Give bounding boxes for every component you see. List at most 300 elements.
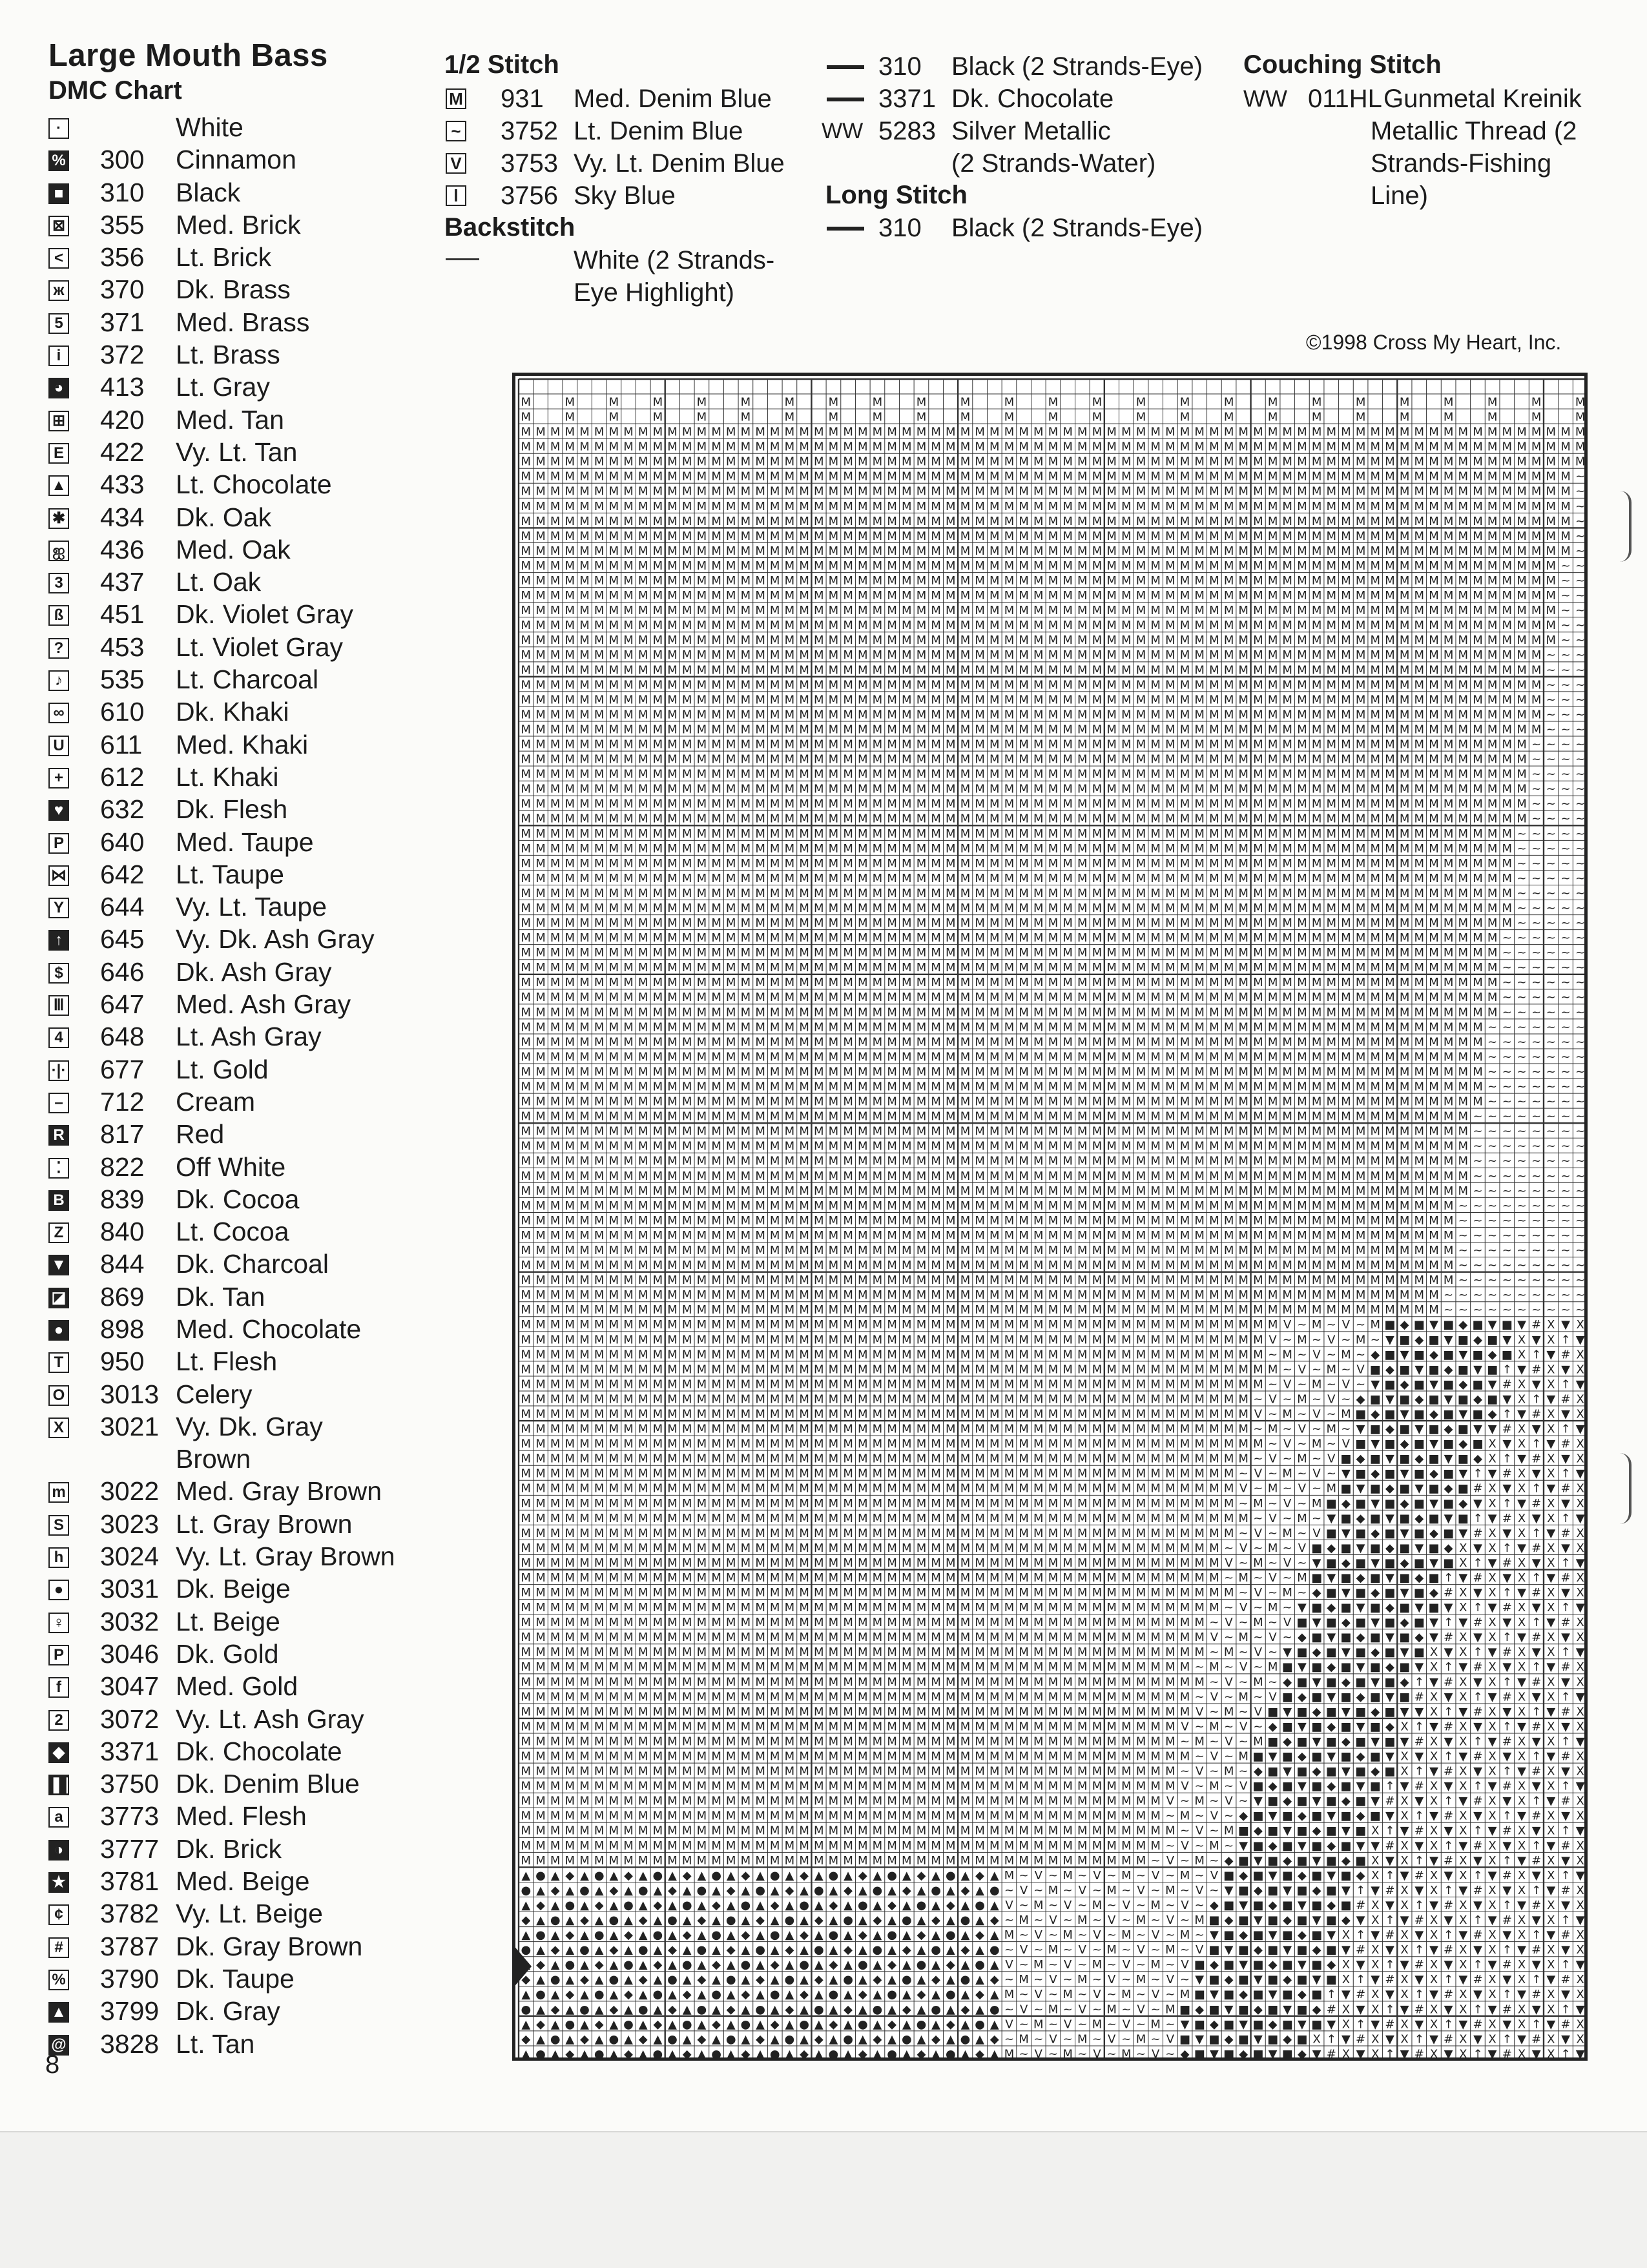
svg-text:M: M (1473, 738, 1483, 752)
svg-text:M: M (975, 1080, 985, 1094)
svg-text:M: M (565, 470, 575, 484)
color-name: Med. Denim Blue (574, 83, 772, 115)
svg-text:M: M (917, 1066, 927, 1079)
svg-text:M: M (1297, 440, 1307, 454)
svg-text:M: M (535, 1005, 546, 1019)
color-name: Red (176, 1118, 224, 1150)
svg-text:~: ~ (1487, 1184, 1497, 1198)
svg-text:M: M (1341, 559, 1351, 573)
svg-text:M: M (917, 1155, 927, 1168)
svg-text:M: M (1253, 902, 1263, 915)
svg-text:M: M (917, 976, 927, 989)
svg-text:M: M (814, 1080, 824, 1094)
svg-text:M: M (887, 916, 897, 930)
svg-text:M: M (799, 485, 809, 499)
svg-text:M: M (1414, 1199, 1425, 1213)
svg-text:M: M (1385, 798, 1395, 811)
svg-text:~: ~ (1546, 1035, 1556, 1049)
dmc-number: 372 (100, 338, 144, 371)
svg-text:M: M (1150, 961, 1161, 974)
svg-text:M: M (1224, 1229, 1234, 1242)
svg-text:M: M (1106, 723, 1117, 737)
svg-text:M: M (1487, 544, 1498, 558)
svg-text:M: M (1297, 708, 1307, 721)
svg-text:~: ~ (1560, 1229, 1570, 1242)
svg-text:◆: ◆ (1458, 1318, 1467, 1332)
svg-text:M: M (535, 902, 546, 915)
svg-text:M: M (931, 1095, 941, 1109)
svg-text:◆: ◆ (1400, 1318, 1409, 1332)
legend-row (47, 923, 434, 955)
svg-text:M: M (1312, 1303, 1322, 1317)
svg-text:M: M (1356, 1259, 1366, 1272)
svg-text:M: M (843, 827, 853, 841)
svg-text:M: M (697, 1229, 707, 1242)
svg-text:M: M (667, 1140, 678, 1153)
svg-text:M: M (873, 663, 883, 677)
svg-text:M: M (682, 708, 692, 721)
svg-text:M: M (711, 1259, 721, 1272)
svg-text:M: M (960, 574, 971, 588)
svg-text:~: ~ (1546, 902, 1556, 915)
svg-text:M: M (1282, 530, 1292, 543)
svg-text:M: M (1180, 842, 1190, 856)
svg-text:M: M (887, 1184, 897, 1198)
svg-text:M: M (755, 1259, 765, 1272)
svg-text:M: M (667, 1318, 678, 1332)
svg-text:M: M (638, 1125, 648, 1139)
svg-text:M: M (873, 931, 883, 945)
svg-text:M: M (1106, 663, 1117, 677)
svg-text:M: M (711, 634, 721, 647)
svg-text:M: M (1106, 961, 1117, 974)
svg-text:~: ~ (1531, 887, 1541, 900)
svg-text:M: M (814, 946, 824, 960)
svg-text:M: M (653, 976, 663, 989)
svg-text:M: M (858, 1303, 868, 1317)
svg-text:M: M (1004, 678, 1015, 692)
svg-text:M: M (565, 411, 575, 424)
svg-text:M: M (1327, 1170, 1337, 1183)
svg-text:~: ~ (1575, 768, 1585, 781)
svg-text:~: ~ (1487, 1110, 1497, 1124)
svg-text:~: ~ (1546, 916, 1556, 930)
svg-text:M: M (1048, 842, 1059, 856)
svg-text:M: M (697, 1199, 707, 1213)
svg-text:M: M (989, 961, 1000, 974)
svg-text:~: ~ (1546, 857, 1556, 871)
svg-text:~: ~ (1560, 663, 1570, 677)
svg-text:M: M (843, 544, 853, 558)
svg-text:M: M (902, 931, 912, 945)
svg-text:M: M (521, 663, 532, 677)
svg-text:M: M (741, 708, 751, 721)
svg-text:M: M (1106, 619, 1117, 632)
color-name: Silver Metallic (951, 115, 1111, 147)
svg-text:M: M (1121, 976, 1132, 989)
svg-text:M: M (1400, 1273, 1410, 1287)
svg-text:M: M (1033, 842, 1044, 856)
svg-text:~: ~ (1502, 1005, 1512, 1019)
svg-text:M: M (653, 411, 663, 424)
svg-text:M: M (1136, 589, 1146, 603)
svg-text:M: M (1180, 857, 1190, 871)
svg-text:M: M (814, 842, 824, 856)
svg-text:M: M (1092, 440, 1103, 454)
svg-text:M: M (1400, 946, 1410, 960)
svg-text:M: M (960, 693, 971, 706)
svg-text:M: M (1327, 500, 1337, 513)
svg-text:M: M (873, 1066, 883, 1079)
svg-text:M: M (594, 604, 605, 617)
svg-text:M: M (1444, 1005, 1454, 1019)
dmc-number: 451 (100, 598, 144, 630)
svg-text:~: ~ (1575, 1155, 1585, 1168)
svg-text:M: M (1165, 1155, 1176, 1168)
svg-text:M: M (1106, 485, 1117, 499)
svg-text:M: M (1400, 991, 1410, 1004)
svg-text:M: M (975, 1170, 985, 1183)
svg-text:M: M (1194, 678, 1205, 692)
svg-text:~: ~ (1575, 931, 1585, 945)
svg-text:M: M (770, 1273, 780, 1287)
svg-text:M: M (682, 648, 692, 662)
svg-text:M: M (770, 1155, 780, 1168)
svg-text:M: M (785, 1140, 795, 1153)
svg-text:M: M (975, 946, 985, 960)
svg-text:M: M (1297, 559, 1307, 573)
svg-text:M: M (887, 1244, 897, 1257)
svg-text:M: M (873, 842, 883, 856)
svg-text:M: M (843, 887, 853, 900)
legend-row (47, 209, 434, 241)
svg-text:M: M (1400, 1110, 1410, 1124)
svg-text:M: M (1165, 887, 1176, 900)
svg-text:M: M (799, 426, 809, 439)
svg-text:M: M (1312, 961, 1322, 974)
svg-text:M: M (946, 1273, 956, 1287)
svg-text:M: M (1282, 1214, 1292, 1228)
svg-text:M: M (1106, 931, 1117, 945)
svg-text:M: M (1385, 887, 1395, 900)
svg-text:M: M (1019, 663, 1029, 677)
svg-text:M: M (1150, 1244, 1161, 1257)
svg-text:M: M (770, 738, 780, 752)
svg-text:M: M (1165, 1288, 1176, 1302)
svg-text:M: M (946, 1199, 956, 1213)
svg-text:M: M (1033, 1155, 1044, 1168)
svg-text:M: M (609, 440, 619, 454)
svg-text:M: M (858, 426, 868, 439)
svg-text:~: ~ (1546, 1244, 1556, 1257)
svg-text:M: M (535, 470, 546, 484)
svg-text:M: M (1121, 991, 1132, 1004)
svg-text:M: M (1238, 1035, 1248, 1049)
svg-text:~: ~ (1531, 976, 1541, 989)
svg-text:~: ~ (1502, 931, 1512, 945)
svg-text:M: M (1327, 946, 1337, 960)
svg-text:M: M (521, 753, 532, 767)
svg-text:M: M (887, 663, 897, 677)
svg-text:M: M (1077, 470, 1088, 484)
svg-text:M: M (843, 589, 853, 603)
svg-text:M: M (623, 1244, 634, 1257)
svg-text:M: M (1371, 1066, 1381, 1079)
svg-text:M: M (785, 530, 795, 543)
svg-text:M: M (594, 1125, 605, 1139)
svg-text:M: M (858, 708, 868, 721)
svg-text:M: M (1517, 619, 1527, 632)
svg-text:M: M (1106, 1244, 1117, 1257)
svg-text:M: M (741, 1080, 751, 1094)
svg-text:~: ~ (1575, 1170, 1585, 1183)
svg-text:M: M (682, 1288, 692, 1302)
svg-text:M: M (1092, 1020, 1103, 1034)
stitch-symbol-icon: ♥ (48, 800, 69, 821)
svg-text:M: M (741, 872, 751, 885)
svg-text:M: M (902, 1095, 912, 1109)
svg-text:M: M (1136, 1080, 1146, 1094)
svg-text:M: M (594, 589, 605, 603)
svg-text:M: M (1444, 559, 1454, 573)
legend-row (47, 1865, 434, 1897)
svg-text:M: M (609, 485, 619, 499)
svg-text:~: ~ (1487, 1080, 1497, 1094)
svg-text:M: M (1429, 916, 1439, 930)
svg-text:M: M (1136, 768, 1146, 781)
svg-text:M: M (814, 1288, 824, 1302)
dmc-number: 310 (100, 176, 144, 209)
svg-text:M: M (1048, 1214, 1059, 1228)
svg-text:M: M (902, 783, 912, 796)
svg-text:M: M (667, 753, 678, 767)
svg-text:M: M (1502, 619, 1513, 632)
svg-text:M: M (1268, 455, 1278, 469)
svg-text:M: M (1341, 604, 1351, 617)
legend-row (47, 988, 434, 1020)
svg-text:M: M (1327, 455, 1337, 469)
svg-text:M: M (1180, 961, 1190, 974)
svg-text:~: ~ (1560, 559, 1570, 573)
svg-text:M: M (1282, 426, 1292, 439)
svg-text:M: M (1224, 1170, 1234, 1183)
svg-text:M: M (697, 783, 707, 796)
svg-text:M: M (1253, 753, 1263, 767)
svg-text:M: M (931, 634, 941, 647)
svg-text:M: M (829, 1214, 839, 1228)
svg-text:M: M (858, 738, 868, 752)
svg-text:M: M (887, 1110, 897, 1124)
svg-text:M: M (1502, 470, 1513, 484)
svg-text:M: M (550, 1035, 561, 1049)
svg-text:M: M (1253, 768, 1263, 781)
svg-text:M: M (960, 1184, 971, 1198)
svg-text:M: M (667, 693, 678, 706)
svg-text:M: M (1312, 1155, 1322, 1168)
svg-text:M: M (1356, 1170, 1366, 1183)
backstitch-line2: Eye Highlight) (574, 276, 734, 309)
svg-text:M: M (1341, 1199, 1351, 1213)
svg-text:~: ~ (1502, 976, 1512, 989)
svg-text:M: M (1268, 1155, 1278, 1168)
svg-text:M: M (1092, 470, 1103, 484)
svg-text:M: M (1473, 872, 1483, 885)
svg-text:M: M (623, 678, 634, 692)
svg-text:M: M (667, 1184, 678, 1198)
svg-text:M: M (550, 1318, 561, 1332)
svg-text:M: M (902, 1035, 912, 1049)
svg-text:M: M (1502, 663, 1513, 677)
svg-text:~: ~ (1546, 1140, 1556, 1153)
svg-text:M: M (653, 1259, 663, 1272)
svg-text:M: M (1238, 678, 1248, 692)
svg-text:M: M (711, 1140, 721, 1153)
svg-text:M: M (799, 946, 809, 960)
dmc-number: 5283 (878, 115, 936, 147)
svg-text:M: M (873, 961, 883, 974)
svg-text:M: M (1209, 500, 1219, 513)
svg-text:M: M (814, 857, 824, 871)
svg-text:M: M (931, 530, 941, 543)
svg-text:M: M (829, 1110, 839, 1124)
svg-text:M: M (843, 976, 853, 989)
svg-text:M: M (785, 559, 795, 573)
stitch-symbol-icon: 5 (48, 313, 69, 334)
svg-text:M: M (1268, 902, 1278, 915)
svg-text:M: M (653, 753, 663, 767)
svg-text:M: M (1531, 470, 1542, 484)
svg-text:M: M (565, 396, 575, 409)
svg-text:M: M (1092, 1080, 1103, 1094)
svg-text:~: ~ (1531, 1095, 1541, 1109)
svg-text:M: M (1150, 1066, 1161, 1079)
svg-text:~: ~ (1517, 946, 1526, 960)
svg-text:M: M (609, 902, 619, 915)
svg-text:M: M (785, 634, 795, 647)
svg-text:M: M (1194, 515, 1205, 528)
svg-text:M: M (1019, 946, 1029, 960)
svg-text:M: M (989, 1020, 1000, 1034)
svg-text:M: M (1238, 1184, 1248, 1198)
svg-text:M: M (1136, 976, 1146, 989)
svg-text:M: M (550, 559, 561, 573)
svg-text:M: M (594, 648, 605, 662)
svg-text:M: M (1180, 426, 1190, 439)
svg-text:M: M (975, 455, 985, 469)
svg-text:M: M (1033, 1229, 1044, 1242)
svg-text:M: M (1194, 559, 1205, 573)
svg-text:M: M (1121, 1303, 1132, 1317)
svg-text:M: M (594, 1244, 605, 1257)
svg-text:M: M (1341, 1125, 1351, 1139)
svg-text:M: M (843, 1035, 853, 1049)
svg-text:M: M (579, 931, 590, 945)
svg-text:M: M (1312, 738, 1322, 752)
svg-text:M: M (623, 1080, 634, 1094)
svg-text:M: M (887, 1020, 897, 1034)
svg-text:M: M (1473, 1035, 1483, 1049)
svg-text:M: M (960, 991, 971, 1004)
svg-text:~: ~ (1560, 753, 1570, 767)
svg-text:M: M (1282, 1184, 1292, 1198)
svg-text:~: ~ (1575, 1035, 1585, 1049)
svg-text:M: M (1531, 515, 1542, 528)
svg-text:M: M (1487, 768, 1498, 781)
svg-text:M: M (711, 812, 721, 826)
svg-text:M: M (1019, 976, 1029, 989)
svg-text:M: M (1136, 902, 1146, 915)
svg-text:M: M (1194, 1288, 1205, 1302)
svg-text:M: M (594, 455, 605, 469)
svg-text:M: M (1019, 1125, 1029, 1139)
svg-text:M: M (653, 723, 663, 737)
svg-text:M: M (902, 678, 912, 692)
svg-text:M: M (711, 887, 721, 900)
svg-text:M: M (1341, 663, 1351, 677)
svg-text:M: M (565, 842, 575, 856)
svg-text:~: ~ (1546, 812, 1556, 826)
svg-text:M: M (667, 842, 678, 856)
svg-text:M: M (1458, 946, 1469, 960)
svg-text:M: M (917, 440, 927, 454)
svg-text:M: M (550, 574, 561, 588)
svg-text:M: M (1194, 663, 1205, 677)
svg-text:M: M (550, 946, 561, 960)
svg-text:M: M (682, 589, 692, 603)
svg-text:M: M (1282, 470, 1292, 484)
svg-text:~: ~ (1531, 1050, 1541, 1064)
svg-text:M: M (873, 648, 883, 662)
svg-text:M: M (1194, 738, 1205, 752)
svg-text:M: M (902, 648, 912, 662)
svg-text:M: M (1429, 634, 1439, 647)
svg-text:M: M (1502, 842, 1513, 856)
svg-text:M: M (1414, 887, 1425, 900)
svg-text:M: M (1268, 842, 1278, 856)
svg-text:M: M (550, 693, 561, 706)
svg-text:M: M (697, 768, 707, 781)
svg-text:M: M (521, 916, 532, 930)
svg-text:~: ~ (1531, 1244, 1541, 1257)
svg-text:~: ~ (1560, 946, 1570, 960)
svg-text:M: M (975, 619, 985, 632)
svg-text:M: M (1371, 991, 1381, 1004)
svg-text:M: M (521, 648, 532, 662)
svg-text:~: ~ (1458, 1273, 1468, 1287)
svg-text:M: M (697, 589, 707, 603)
stitch-symbol-icon: ♀ (48, 1613, 69, 1633)
svg-text:M: M (1136, 961, 1146, 974)
svg-text:M: M (1312, 723, 1322, 737)
svg-text:M: M (1019, 708, 1029, 721)
svg-text:M: M (1327, 931, 1337, 945)
svg-text:M: M (521, 559, 532, 573)
svg-text:M: M (1341, 991, 1351, 1004)
svg-text:M: M (960, 1125, 971, 1139)
svg-text:M: M (521, 783, 532, 796)
svg-text:M: M (1253, 1125, 1263, 1139)
svg-text:M: M (565, 485, 575, 499)
svg-text:M: M (989, 559, 1000, 573)
svg-text:M: M (814, 902, 824, 915)
svg-text:M: M (1048, 530, 1059, 543)
color-name: Vy. Lt. Gray Brown (176, 1540, 395, 1572)
svg-text:M: M (1033, 857, 1044, 871)
color-name: Dk. Beige (176, 1572, 291, 1605)
svg-text:M: M (667, 946, 678, 960)
svg-text:M: M (1238, 902, 1248, 915)
svg-text:M: M (1224, 857, 1234, 871)
